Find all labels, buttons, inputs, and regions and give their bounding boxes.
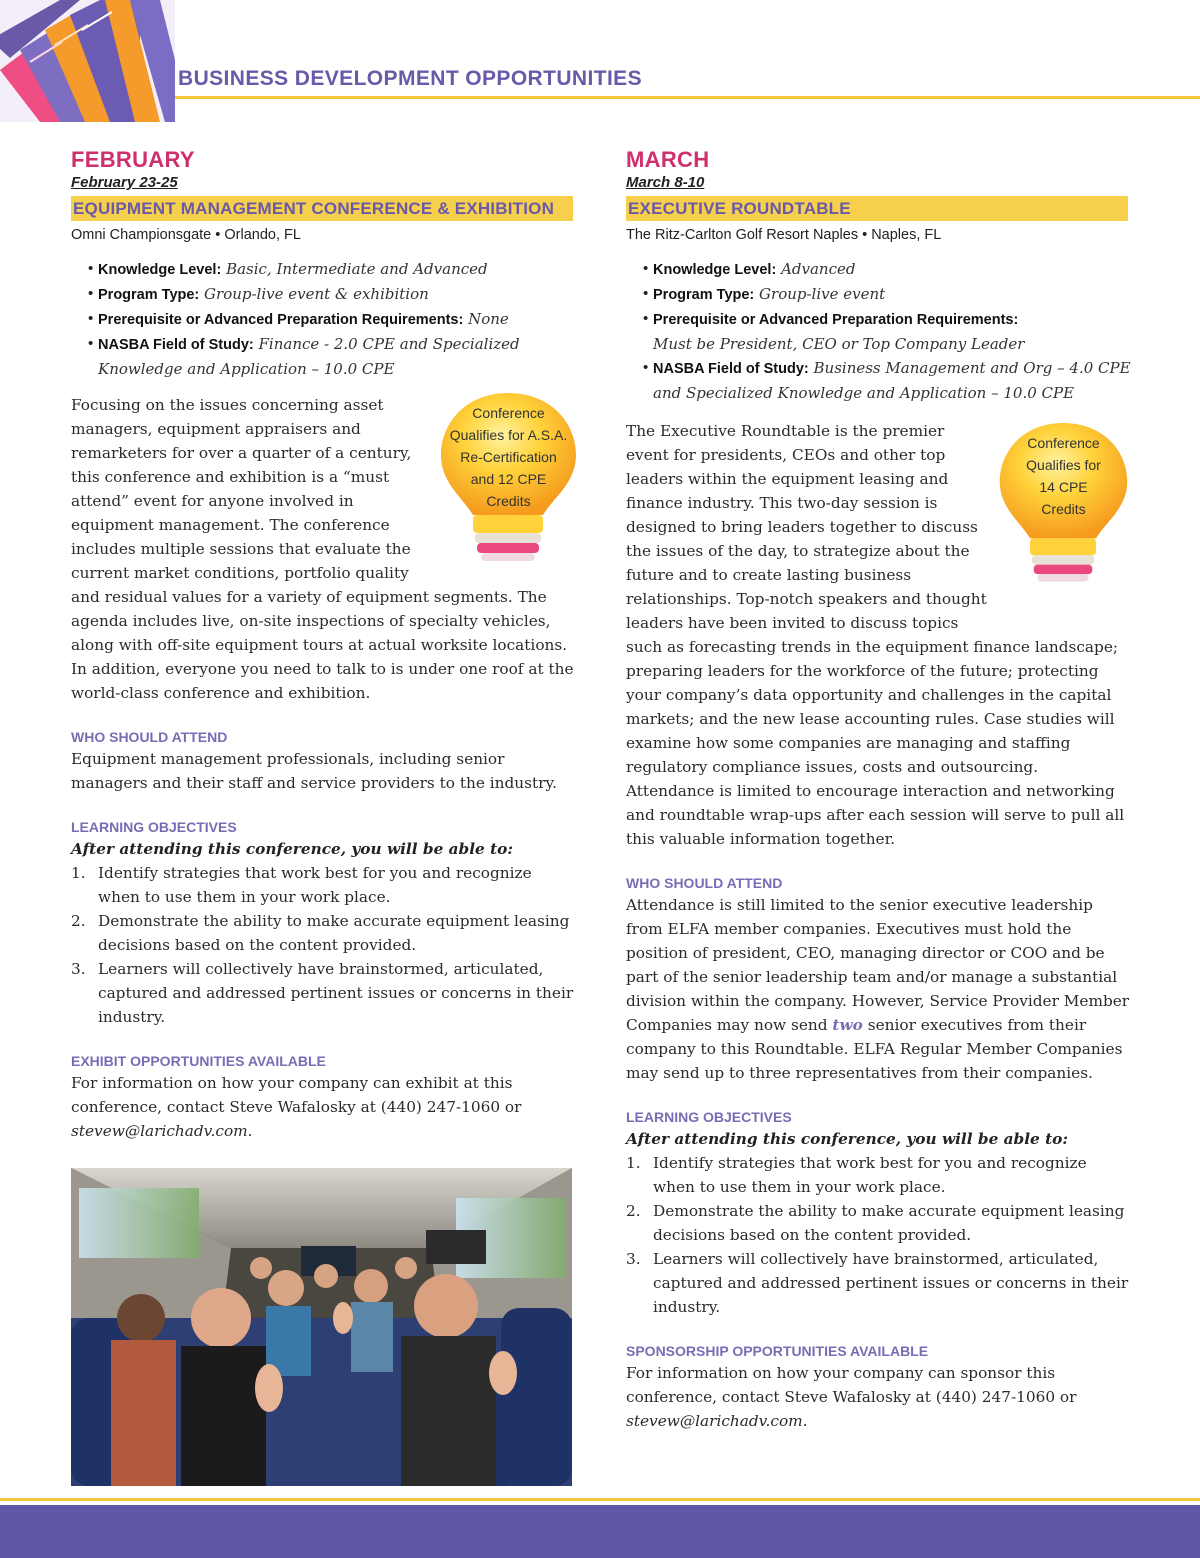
detail-prerequisite: • Prerequisite or Advanced Preparation Requirements: None [88, 307, 576, 332]
who-should-attend-text: Attendance is still limited to the senior executive leadership from ELFA member companies. Executives must hold the position of president, CEO, managing director or COO and be part of the senior leadership team and/or manage a substantial division within the company. However, Service Provider Member Companies may now send two senior executives from their company to this Roundtable. ELFA Regular Member Companies may send up to three representatives from their companies. [626, 896, 1130, 1082]
who-should-attend-section [626, 873, 1131, 1085]
sponsorship-text: For information on how your company can sponsor this conference, contact Steve Wafalosky at (440) 247-1060 or stevew@larichadv.com. [626, 1364, 1077, 1430]
who-should-attend-text: Equipment management professionals, including senior managers and their staff and service providers to the industry. [71, 750, 557, 792]
event-description: The Executive Roundtable is the premier event for presidents, CEOs and other top leaders within the equipment leasing and finance industry. This two-day session is designed to bring leaders together to discuss the issues of the day, to strategize about the future and to create lasting business relationships. Top-notch speakers and thought leaders have been invited to discuss topics such as forecasting trends in the equipment finance landscape; preparing leaders for the workforce of the future; protecting your company’s data opportunity and challenges in the capital markets; and the new lease accounting rules. Case studies will examine how some companies are managing and staffing regulatory compliance issues, costs and outsourcing. Attendance is limited to encourage interaction and networking and roundtable wrap-ups after each session will serve to pull all this valuable information together. [626, 422, 1125, 848]
cpe-badge [996, 423, 1131, 615]
exhibit-section [71, 1051, 576, 1143]
event-title: EQUIPMENT MANAGEMENT CONFERENCE & EXHIBITION [71, 196, 573, 221]
books-illustration [0, 0, 175, 122]
who-should-attend-heading: WHO SHOULD ATTEND [71, 729, 228, 745]
sponsorship-section [626, 1341, 1131, 1433]
detail-field-of-study: • NASBA Field of Study: Finance - 2.0 CPE and Specialized Knowledge and Application – 10.0 CPE [88, 332, 576, 381]
list-item: 3. Learners will collectively have brainstormed, articulated, captured and addressed pertinent issues or concerns in their industry. [71, 960, 574, 1026]
exhibit-heading: EXHIBIT OPPORTUNITIES AVAILABLE [71, 1053, 326, 1069]
badge-text: Conference Qualifies for 14 CPE Credits [1026, 435, 1101, 517]
event-description-block [626, 419, 1131, 851]
exhibit-email-link[interactable]: stevew@larichadv.com. [71, 1122, 253, 1140]
learning-objectives-heading: LEARNING OBJECTIVES [626, 1109, 792, 1125]
list-item: 2. Demonstrate the ability to make accurate equipment leasing decisions based on the content provided. [71, 912, 570, 954]
bus-group-photo [71, 1168, 572, 1486]
section-header-title: BUSINESS DEVELOPMENT OPPORTUNITIES [178, 67, 642, 90]
exhibit-text: For information on how your company can exhibit at this conference, contact Steve Wafalosky at (440) 247-1060 or stevew@larichadv.com. [71, 1074, 522, 1140]
footer-rule [0, 1498, 1200, 1501]
who-should-attend-section [71, 727, 576, 795]
event-details-list [71, 257, 576, 381]
february-column [71, 146, 576, 1143]
event-dates: March 8-10 [626, 174, 705, 191]
month-heading: MARCH [626, 147, 710, 172]
event-details-list [626, 257, 1131, 405]
objectives-list [626, 1151, 1131, 1319]
event-venue: The Ritz-Carlton Golf Resort Naples • Naples, FL [626, 227, 942, 243]
objectives-lead: After attending this conference, you will be able to: [626, 1130, 1069, 1148]
emphasis-two: two [832, 1016, 863, 1034]
footer-band [0, 1505, 1200, 1558]
event-title: EXECUTIVE ROUNDTABLE [626, 196, 1128, 221]
list-item: 1. Identify strategies that work best for you and recognize when to use them in your work place. [626, 1154, 1087, 1196]
cpe-badge [441, 393, 576, 573]
detail-knowledge-level: • Knowledge Level: Basic, Intermediate and Advanced [88, 257, 576, 282]
event-description-block [71, 393, 576, 705]
who-should-attend-heading: WHO SHOULD ATTEND [626, 875, 783, 891]
march-column [626, 146, 1131, 1433]
event-dates: February 23-25 [71, 174, 178, 191]
detail-program-type: • Program Type: Group-live event [643, 282, 1131, 307]
detail-knowledge-level: • Knowledge Level: Advanced [643, 257, 1131, 282]
list-item: 1. Identify strategies that work best for you and recognize when to use them in your work place. [71, 864, 532, 906]
badge-text: Conference Qualifies for A.S.A. Re-Certification and 12 CPE Credits [449, 405, 568, 509]
list-item: 2. Demonstrate the ability to make accurate equipment leasing decisions based on the content provided. [626, 1202, 1125, 1244]
learning-objectives-section [626, 1107, 1131, 1319]
objectives-lead: After attending this conference, you will be able to: [71, 840, 514, 858]
list-item: 3. Learners will collectively have brainstormed, articulated, captured and addressed pertinent issues or concerns in their industry. [626, 1250, 1129, 1316]
event-description: Focusing on the issues concerning asset managers, equipment appraisers and remarketers for over a quarter of a century, this conference and exhibition is a “must attend” event for anyone involved in equipment management. The conference includes multiple sessions that evaluate the current market conditions, portfolio quality and residual values for a variety of equipment segments. The agenda includes live, on-site inspections of specialty vehicles, along with off-site equipment tours at actual worksite locations. In addition, everyone you need to talk to is under one roof at the world-class conference and exhibition. [71, 396, 574, 702]
detail-prerequisite: • Prerequisite or Advanced Preparation Requirements: Must be President, CEO or Top Company Leader [643, 307, 1131, 356]
objectives-list [71, 861, 576, 1029]
sponsorship-email-link[interactable]: stevew@larichadv.com. [626, 1412, 808, 1430]
month-heading: FEBRUARY [71, 147, 195, 172]
sponsorship-heading: SPONSORSHIP OPPORTUNITIES AVAILABLE [626, 1343, 929, 1359]
header-rule [175, 96, 1200, 99]
event-venue: Omni Championsgate • Orlando, FL [71, 227, 301, 243]
learning-objectives-section [71, 817, 576, 1029]
learning-objectives-heading: LEARNING OBJECTIVES [71, 819, 237, 835]
detail-program-type: • Program Type: Group-live event & exhibition [88, 282, 576, 307]
detail-field-of-study: • NASBA Field of Study: Business Management and Org – 4.0 CPE and Specialized Knowledge and Application – 10.0 CPE [643, 356, 1131, 405]
